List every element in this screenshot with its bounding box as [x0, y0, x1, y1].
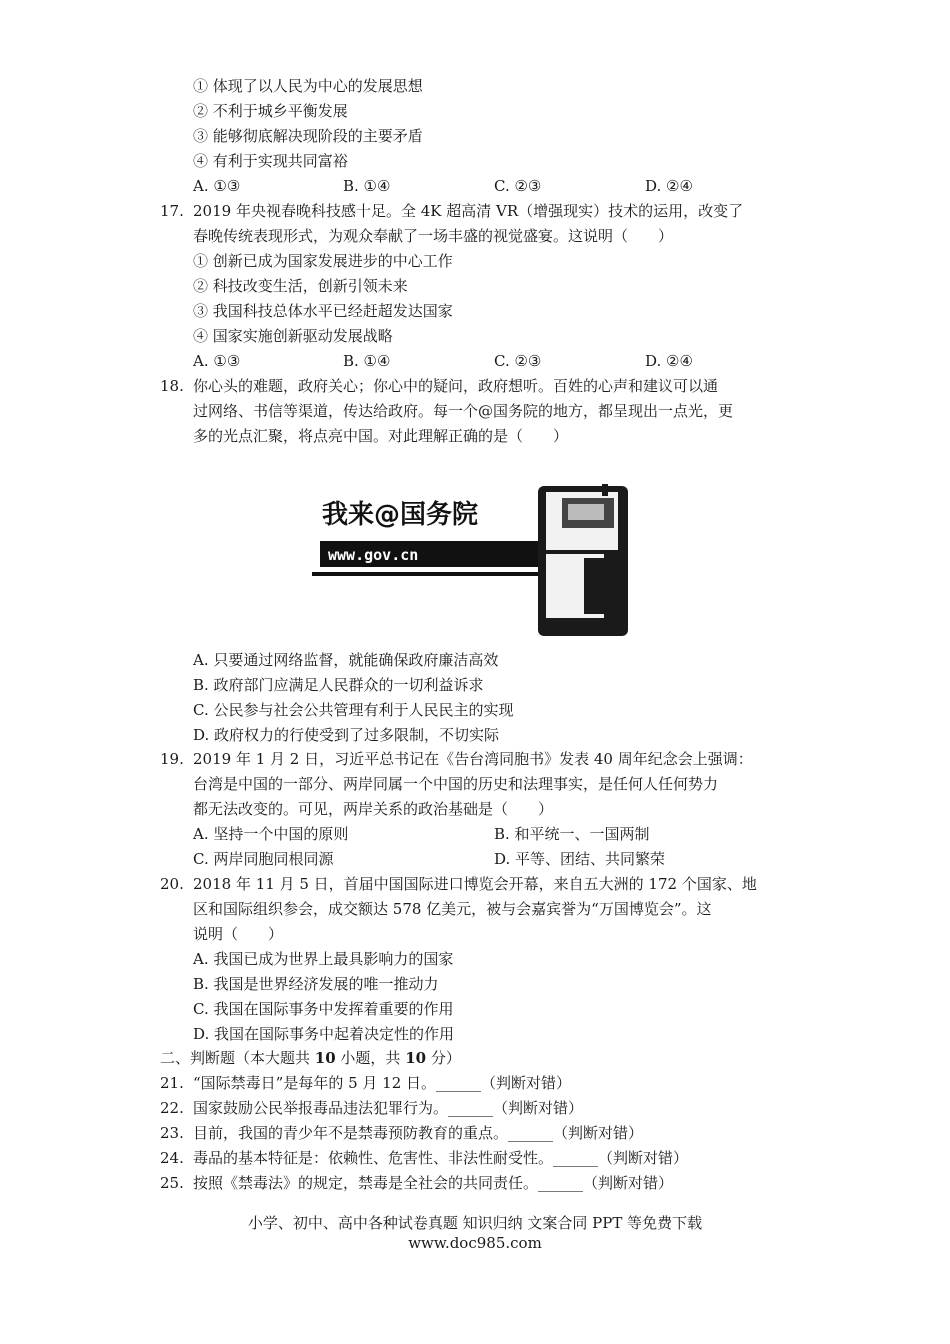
- q20-stem-line-2: 区和国际组织参会，成交额达 578 亿美元，被与会嘉宾誉为“万国博览会”。这: [193, 900, 712, 918]
- q16-option-c: C. ②③: [494, 177, 542, 195]
- q19-option-c: C. 两岸同胞同根同源: [193, 850, 334, 868]
- q16-item-3: ③ 能够彻底解决现阶段的主要矛盾: [193, 127, 423, 145]
- q21-number: 21.: [160, 1074, 184, 1092]
- q17-item-4: ④ 国家实施创新驱动发展战略: [193, 327, 393, 345]
- q19-stem-line-2: 台湾是中国的一部分、两岸同属一个中国的历史和法理事实，是任何人任何势力: [193, 775, 719, 793]
- q22-number: 22.: [160, 1099, 184, 1117]
- q22-text: 国家鼓励公民举报毒品违法犯罪行为。______（判断对错）: [193, 1099, 584, 1117]
- q18-number: 18.: [160, 377, 184, 395]
- q23-number: 23.: [160, 1124, 184, 1142]
- q18-stem-line-1: 你心头的难题，政府关心；你心中的疑问，政府想听。百姓的心声和建议可以通: [193, 377, 719, 395]
- q19-stem-line-3: 都无法改变的。可见，两岸关系的政治基础是（ ）: [193, 800, 554, 818]
- gov-banner-image: [312, 478, 638, 638]
- footer-promo-text: 小学、初中、高中各种试卷真题 知识归纳 文案合同 PPT 等免费下载: [247, 1214, 703, 1232]
- q25-text: 按照《禁毒法》的规定，禁毒是全社会的共同责任。______（判断对错）: [193, 1174, 674, 1192]
- q18-option-a: A. 只要通过网络监督，就能确保政府廉洁高效: [193, 651, 499, 669]
- section-2-mid: 小题，共: [335, 1049, 406, 1067]
- section-2-count: 10: [314, 1049, 336, 1067]
- q17-option-a: A. ①③: [193, 352, 241, 370]
- q19-number: 19.: [160, 750, 184, 768]
- q20-option-a: A. 我国已成为世界上最具影响力的国家: [193, 950, 454, 968]
- q16-option-d: D. ②④: [645, 177, 693, 195]
- section-2-post: 分）: [426, 1049, 461, 1067]
- q18-option-c: C. 公民参与社会公共管理有利于人民民主的实现: [193, 701, 514, 719]
- phone-icon: [538, 484, 628, 636]
- q17-number: 17.: [160, 202, 184, 220]
- q23-text: 目前，我国的青少年不是禁毒预防教育的重点。______（判断对错）: [193, 1124, 644, 1142]
- footer-website-link[interactable]: www.doc985.com: [408, 1234, 542, 1252]
- q20-option-c: C. 我国在国际事务中发挥着重要的作用: [193, 1000, 454, 1018]
- banner-title: 我来@国务院: [322, 500, 479, 530]
- q17-option-d: D. ②④: [645, 352, 693, 370]
- q24-text: 毒品的基本特征是：依赖性、危害性、非法性耐受性。______（判断对错）: [193, 1149, 689, 1167]
- q25-number: 25.: [160, 1174, 184, 1192]
- q17-item-1: ① 创新已成为国家发展进步的中心工作: [193, 252, 453, 270]
- q18-stem-line-2: 过网络、书信等渠道，传达给政府。每一个@国务院的地方，都呈现出一点光，更: [193, 402, 734, 420]
- q19-option-d: D. 平等、团结、共同繁荣: [494, 850, 666, 868]
- banner-url: www.gov.cn: [328, 546, 419, 564]
- q24-number: 24.: [160, 1149, 184, 1167]
- q20-stem-line-1: 2018 年 11 月 5 日，首届中国国际进口博览会开幕，来自五大洲的 172 个国家、地: [193, 875, 757, 893]
- section-2-heading: [160, 1048, 461, 1068]
- q21-text: “国际禁毒日”是每年的 5 月 12 日。______（判断对错）: [193, 1074, 572, 1092]
- q17-stem-line-2: 春晚传统表现形式，为观众奉献了一场丰盛的视觉盛宴。这说明（ ）: [193, 227, 674, 245]
- q20-option-b: B. 我国是世界经济发展的唯一推动力: [193, 975, 439, 993]
- q17-item-2: ② 科技改变生活，创新引领未来: [193, 277, 408, 295]
- q18-option-d: D. 政府权力的行使受到了过多限制，不切实际: [193, 726, 500, 744]
- q16-item-1: ① 体现了以人民为中心的发展思想: [193, 77, 423, 95]
- q17-option-c: C. ②③: [494, 352, 542, 370]
- q20-stem-line-3: 说明（ ）: [193, 925, 284, 943]
- q17-item-3: ③ 我国科技总体水平已经赶超发达国家: [193, 302, 453, 320]
- q17-option-b: B. ①④: [343, 352, 391, 370]
- section-2-score: 10: [405, 1049, 427, 1067]
- q18-option-b: B. 政府部门应满足人民群众的一切利益诉求: [193, 676, 484, 694]
- q20-option-d: D. 我国在国际事务中起着决定性的作用: [193, 1025, 455, 1043]
- q17-stem-line-1: 2019 年央视春晚科技感十足。全 4K 超高清 VR（增强现实）技术的运用，改变了: [193, 202, 744, 220]
- q19-stem-line-1: 2019 年 1 月 2 日，习近平总书记在《告台湾同胞书》发表 40 周年纪念会上强调：: [193, 750, 753, 768]
- q19-option-b: B. 和平统一、一国两制: [494, 825, 650, 843]
- q16-option-b: B. ①④: [343, 177, 391, 195]
- q16-item-4: ④ 有利于实现共同富裕: [193, 152, 348, 170]
- q20-number: 20.: [160, 875, 184, 893]
- q19-option-a: A. 坚持一个中国的原则: [193, 825, 349, 843]
- q18-stem-line-3: 多的光点汇聚，将点亮中国。对此理解正确的是（ ）: [193, 427, 569, 445]
- section-2-pre: 二、判断题（本大题共: [160, 1049, 315, 1067]
- q16-item-2: ② 不利于城乡平衡发展: [193, 102, 348, 120]
- q16-option-a: A. ①③: [193, 177, 241, 195]
